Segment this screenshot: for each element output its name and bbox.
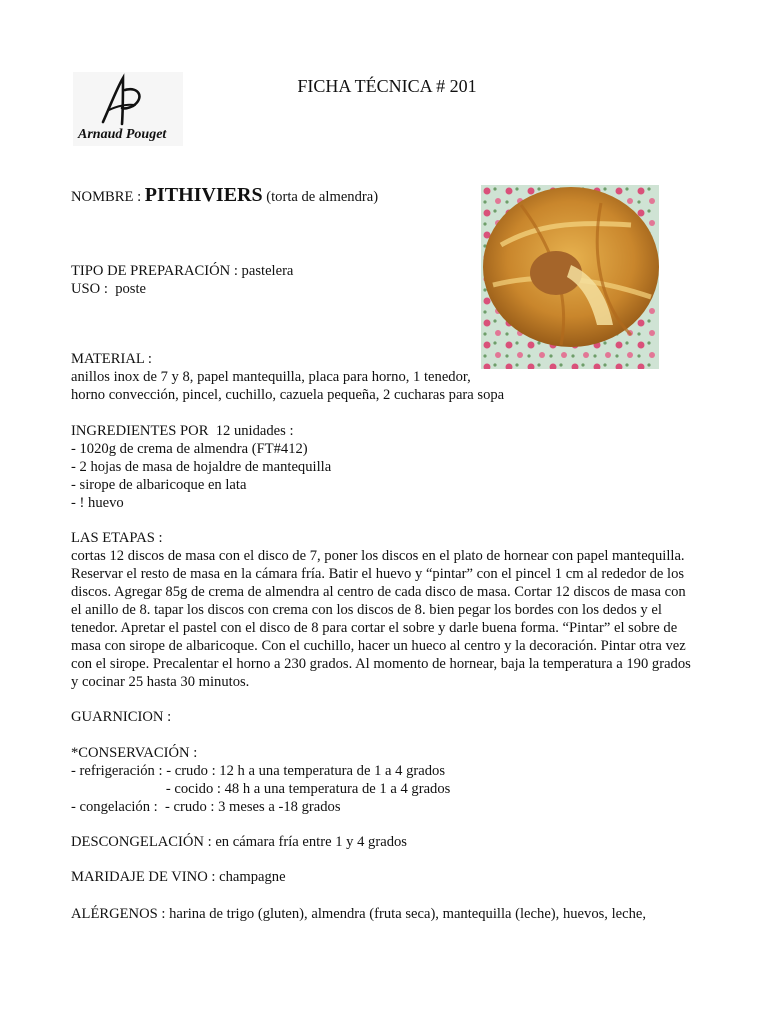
conservacion-line: - refrigeración : - crudo : 12 h a una temperatura de 1 a 4 grados — [71, 763, 446, 779]
page-title: FICHA TÉCNICA # 201 — [297, 76, 477, 96]
material-line: anillos inox de 7 y 8, papel mantequilla, placa para horno, 1 tenedor, — [71, 369, 471, 385]
ingredientes-section — [71, 422, 711, 512]
nombre-label: NOMBRE : — [71, 189, 145, 205]
maridaje-line: MARIDAJE DE VINO : champagne — [71, 869, 286, 885]
guarnicion-label: GUARNICION : — [71, 709, 172, 725]
etapas-label: LAS ETAPAS : — [71, 530, 163, 546]
ingredientes-label: INGREDIENTES POR 12 unidades : — [71, 423, 294, 439]
etapas-section — [71, 529, 711, 691]
etapas-text: cortas 12 discos de masa con el disco de 7, poner los discos en el plato de hornear con papel mantequilla. Reservar el resto de masa en la cámara fría. Batir el huevo y “pintar” con el pincel 1 cm al rededor de los discos. Agregar 85g de crema de almendra al centro de cada disco de masa. Cortar 12 discos de masa con el anillo de 8. tapar los discos con crema con los discos de 8. bien pegar los bordes con los dedos y el tenedor. Apretar el pastel con el disco de 8 para cortar el sobre y darle buena forma. “Pintar” el sobre de masa con sirope de albaricoque. Con el cuchillo, hacer un hueco al centro y la decoración. Pintar otra vez con el sirope. Precalentar el horno a 230 grados. Al momento de hornear, baja la temperatura a 190 grados y cocinar 25 hasta 30 minutos. — [71, 548, 691, 690]
ingredient-item: - 1020g de crema de almendra (FT#412) — [71, 441, 308, 457]
tipo-line: TIPO DE PREPARACIÓN : pastelera — [71, 263, 294, 279]
conservacion-line: - cocido : 48 h a una temperatura de 1 a 4 grados — [71, 781, 451, 797]
ingredient-item: - sirope de albaricoque en lata — [71, 477, 247, 493]
logo-brand-text: Arnaud Pouget — [78, 127, 167, 142]
tipo-section — [71, 262, 711, 298]
material-label: MATERIAL : — [71, 351, 152, 367]
material-section — [71, 350, 711, 404]
conservacion-line: - congelación : - crudo : 3 meses a -18 grados — [71, 799, 341, 815]
alergenos-line: ALÉRGENOS : harina de trigo (gluten), almendra (fruta seca), mantequilla (leche), huevos, leche, — [71, 906, 647, 922]
uso-line: USO : poste — [71, 281, 146, 297]
svg-text:AP: AP — [73, 72, 75, 73]
nombre-note: (torta de almendra) — [262, 189, 379, 205]
nombre-value: PITHIVIERS — [144, 184, 263, 206]
nombre-line — [71, 186, 711, 206]
descongelacion-line: DESCONGELACIÓN : en cámara fría entre 1 y 4 grados — [71, 834, 407, 850]
ingredient-item: - ! huevo — [71, 495, 124, 511]
conservacion-section — [71, 744, 711, 816]
ingredient-item: - 2 hojas de masa de hojaldre de mantequilla — [71, 459, 332, 475]
conservacion-label: *CONSERVACIÓN : — [71, 745, 198, 761]
material-line: horno convección, pincel, cuchillo, cazuela pequeña, 2 cucharas para sopa — [71, 387, 505, 403]
